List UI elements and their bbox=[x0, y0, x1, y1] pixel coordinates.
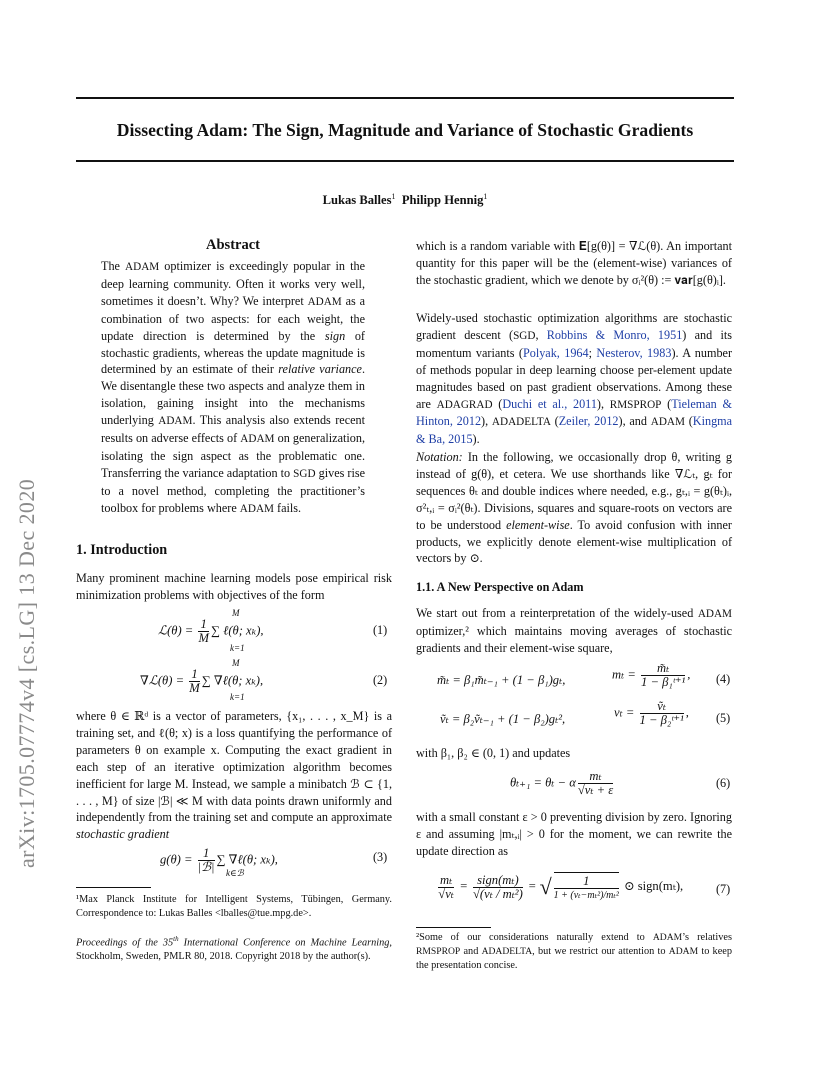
ref-polyak[interactable]: Polyak, 1964 bbox=[522, 345, 589, 360]
proceedings-note: Proceedings of the 35th International Conference on Machine Learning, Stockholm, Sweden, PMLR 80, 2018. Copyright 2018 by the author(s). bbox=[76, 935, 392, 963]
affil-mark-1: 1 bbox=[391, 192, 396, 201]
title-bottom-rule bbox=[76, 160, 734, 162]
equation-4-left: m̃ₜ = β₁m̃ₜ₋₁ + (1 − β₁)gₜ, bbox=[437, 673, 566, 687]
abstract-body: The ADAM optimizer is exceedingly popular in the deep learning community. Often it works very well, sometimes it doesn’t. Why? We interpret ADAM as a combination of two aspects: for each weight, the update direction is determined by the sign of stochastic gradients, whereas the update magnitude is determined by an estimate of their relative variance. We disentangle these two aspects and analyze them in isolation, gaining insight into the mechanisms underlying ADAM. This analysis also extends recent results on adverse effects of ADAM on generalization, isolating the sign aspect as the problematic one. Transferring the variance adaptation to SGD gives rise to a novel method, completing the practitioner’s toolbox for problems where ADAM fails. bbox=[101, 259, 366, 515]
eq4-number: (4) bbox=[716, 672, 731, 686]
intro-paragraph-1: Many prominent machine learning models pose empirical risk minimization problems with objectives of the form bbox=[76, 571, 392, 602]
eq2-sum-bottom: k=1 bbox=[230, 692, 245, 702]
intro-heading: 1. Introduction bbox=[76, 542, 168, 558]
ref-nesterov[interactable]: Nesterov, 1983 bbox=[596, 345, 672, 360]
ref-zeiler[interactable]: Zeiler, 2012 bbox=[558, 414, 619, 429]
ref-robbins-monro[interactable]: Robbins & Monro, 1951 bbox=[546, 327, 683, 342]
eq1-number: (1) bbox=[373, 623, 388, 637]
top-rule bbox=[76, 97, 734, 99]
footnote-affiliation: ¹Max Planck Institute for Intelligent Systems, Tübingen, Germany. Correspondence to: Lukas Balles <lballes@tue.mpg.de>. bbox=[76, 894, 392, 919]
right-notation-paragraph: Notation: In the following, we occasionally drop θ, writing g instead of g(θ), et cetera. We use shorthands like ∇ℒₜ, gₜ for sequences θₜ and double indices where needed, e.g., gₜ,ᵢ = g(θₜ)ᵢ, σ²ₜ,ᵢ = σᵢ²(θₜ). Divisions, squares and square-roots on vectors are to be understood element-wise. To avoid confusion with inner products, we explicitly denote element-wise multiplication of vectors by ⊙. bbox=[416, 450, 732, 566]
author-1: Lukas Balles bbox=[322, 193, 392, 208]
intro-paragraph-2: where θ ∈ ℝᵈ is a vector of parameters, {x₁, . . . , x_M} is a training set, and ℓ(θ; x) is a loss quantifying the performance of parameters θ on example x. Computing the exact gradient in each step of an iterative optimization algorithm becomes inefficient for large M. Instead, we sample a minibatch ℬ ⊂ {1, . . . , M} of size |ℬ| ≪ M with data points drawn uniformly and independently from the training set and compute an approximate stochastic gradient bbox=[76, 709, 392, 842]
eq7-number: (7) bbox=[716, 882, 731, 896]
equation-3: g(θ) = $\frac{1}{\text{|ℬ|}}$ ∑ ∇ℓ(θ; xₖ), bbox=[160, 846, 278, 874]
right-paragraph-4: We start out from a reinterpretation of the widely-used ADAM optimizer,² which maintains moving averages of stochastic gradients and their element-wise square, bbox=[416, 606, 732, 655]
right-paragraph-2: Widely-used stochastic optimization algorithms are stochastic gradient descent (SGD, Robbins & Monro, 1951) and its momentum variants (Polyak, 1964; Nesterov, 1983). A number of methods popular in deep learning choose per-element update magnitudes based on past gradient observations. Among these are ADAGRAD (Duchi et al., 2011), RMSPROP (Tieleman & Hinton, 2012), ADADELTA (Zeiler, 2012), and ADAM (Kingma & Ba, 2015). bbox=[416, 311, 733, 447]
right-paragraph-6: with a small constant ε > 0 preventing division by zero. Ignoring ε and assuming |mₜ,ᵢ| > 0 for the moment, we can rewrite the update direction as bbox=[416, 810, 732, 858]
eq1-sum-top: M bbox=[232, 608, 240, 618]
footnote-rule-left bbox=[76, 887, 151, 888]
eq3-number: (3) bbox=[373, 850, 388, 864]
equation-5-left: ṽₜ = β₂ṽₜ₋₁ + (1 − β₂)gₜ², bbox=[440, 712, 566, 726]
equation-7: $\frac{\text{mₜ}}{\text{√vₜ}}$ = $\frac{\text{sign(mₜ)}}{\text{√(vₜ / mₜ²)}}$ = √ $\frac{1}{\text{1 + (vₜ−mₜ²)/mₜ²}}$ ⊙ sign(mₜ), bbox=[438, 872, 684, 901]
eq2-sum-top: M bbox=[232, 658, 240, 668]
equation-1: ℒ(θ) = $\frac{1}{M}$ ∑ ℓ(θ; xₖ), bbox=[158, 617, 264, 645]
author-line bbox=[76, 192, 734, 208]
eq2-number: (2) bbox=[373, 673, 388, 687]
author-2: Philipp Hennig bbox=[401, 193, 484, 208]
paper-title: Dissecting Adam: The Sign, Magnitude and Variance of Stochastic Gradients bbox=[116, 120, 694, 140]
equation-2: ∇ℒ(θ) = $\frac{1}{M}$ ∑ ∇ℓ(θ; xₖ), bbox=[140, 667, 264, 695]
eq5-number: (5) bbox=[716, 711, 731, 725]
abstract-heading: Abstract bbox=[206, 237, 260, 253]
eq1-sum-bottom: k=1 bbox=[230, 643, 245, 653]
arxiv-stamp: arXiv:1705.07774v4 [cs.LG] 13 Dec 2020 bbox=[14, 478, 39, 868]
equation-5-right: vₜ = $\frac{\text{ṽₜ}}{\text{1 − β₂ᵗ⁺¹}}$ , bbox=[614, 699, 689, 727]
ref-kingma-ba[interactable]: Kingma & Ba, 2015 bbox=[416, 414, 733, 447]
eq6-number: (6) bbox=[716, 776, 731, 790]
right-paragraph-5: with β₁, β₂ ∈ (0, 1) and updates bbox=[416, 746, 571, 760]
equation-4-right: mₜ = $\frac{\text{m̃ₜ}}{\text{1 − β₁ᵗ⁺¹}}$ , bbox=[612, 661, 691, 689]
subsection-heading: 1.1. A New Perspective on Adam bbox=[416, 580, 584, 594]
footnote-2: ²Some of our considerations naturally extend to ADAM’s relatives RMSPROP and ADADELTA, but we restrict our attention to ADAM to keep the presentation concise. bbox=[416, 932, 732, 971]
eq3-sum-bottom: k∈ℬ bbox=[226, 868, 244, 878]
ref-duchi[interactable]: Duchi et al., 2011 bbox=[502, 396, 597, 411]
right-paragraph-1: which is a random variable with 𝐄[g(θ)] = ∇ℒ(θ). An important quantity for this paper will be the (element-wise) variances of the stochastic gradient, which we denote by σᵢ²(θ) := 𝐯𝐚𝐫[g(θ)ᵢ]. bbox=[416, 239, 732, 287]
footnote-rule-right bbox=[416, 927, 491, 928]
affil-mark-2: 1 bbox=[483, 192, 488, 201]
equation-6: θₜ₊₁ = θₜ − α $\frac{\text{mₜ}}{\text{√vₜ + ε}}$ bbox=[510, 769, 614, 797]
ref-tieleman-hinton[interactable]: Tieleman & Hinton, 2012 bbox=[416, 396, 732, 429]
